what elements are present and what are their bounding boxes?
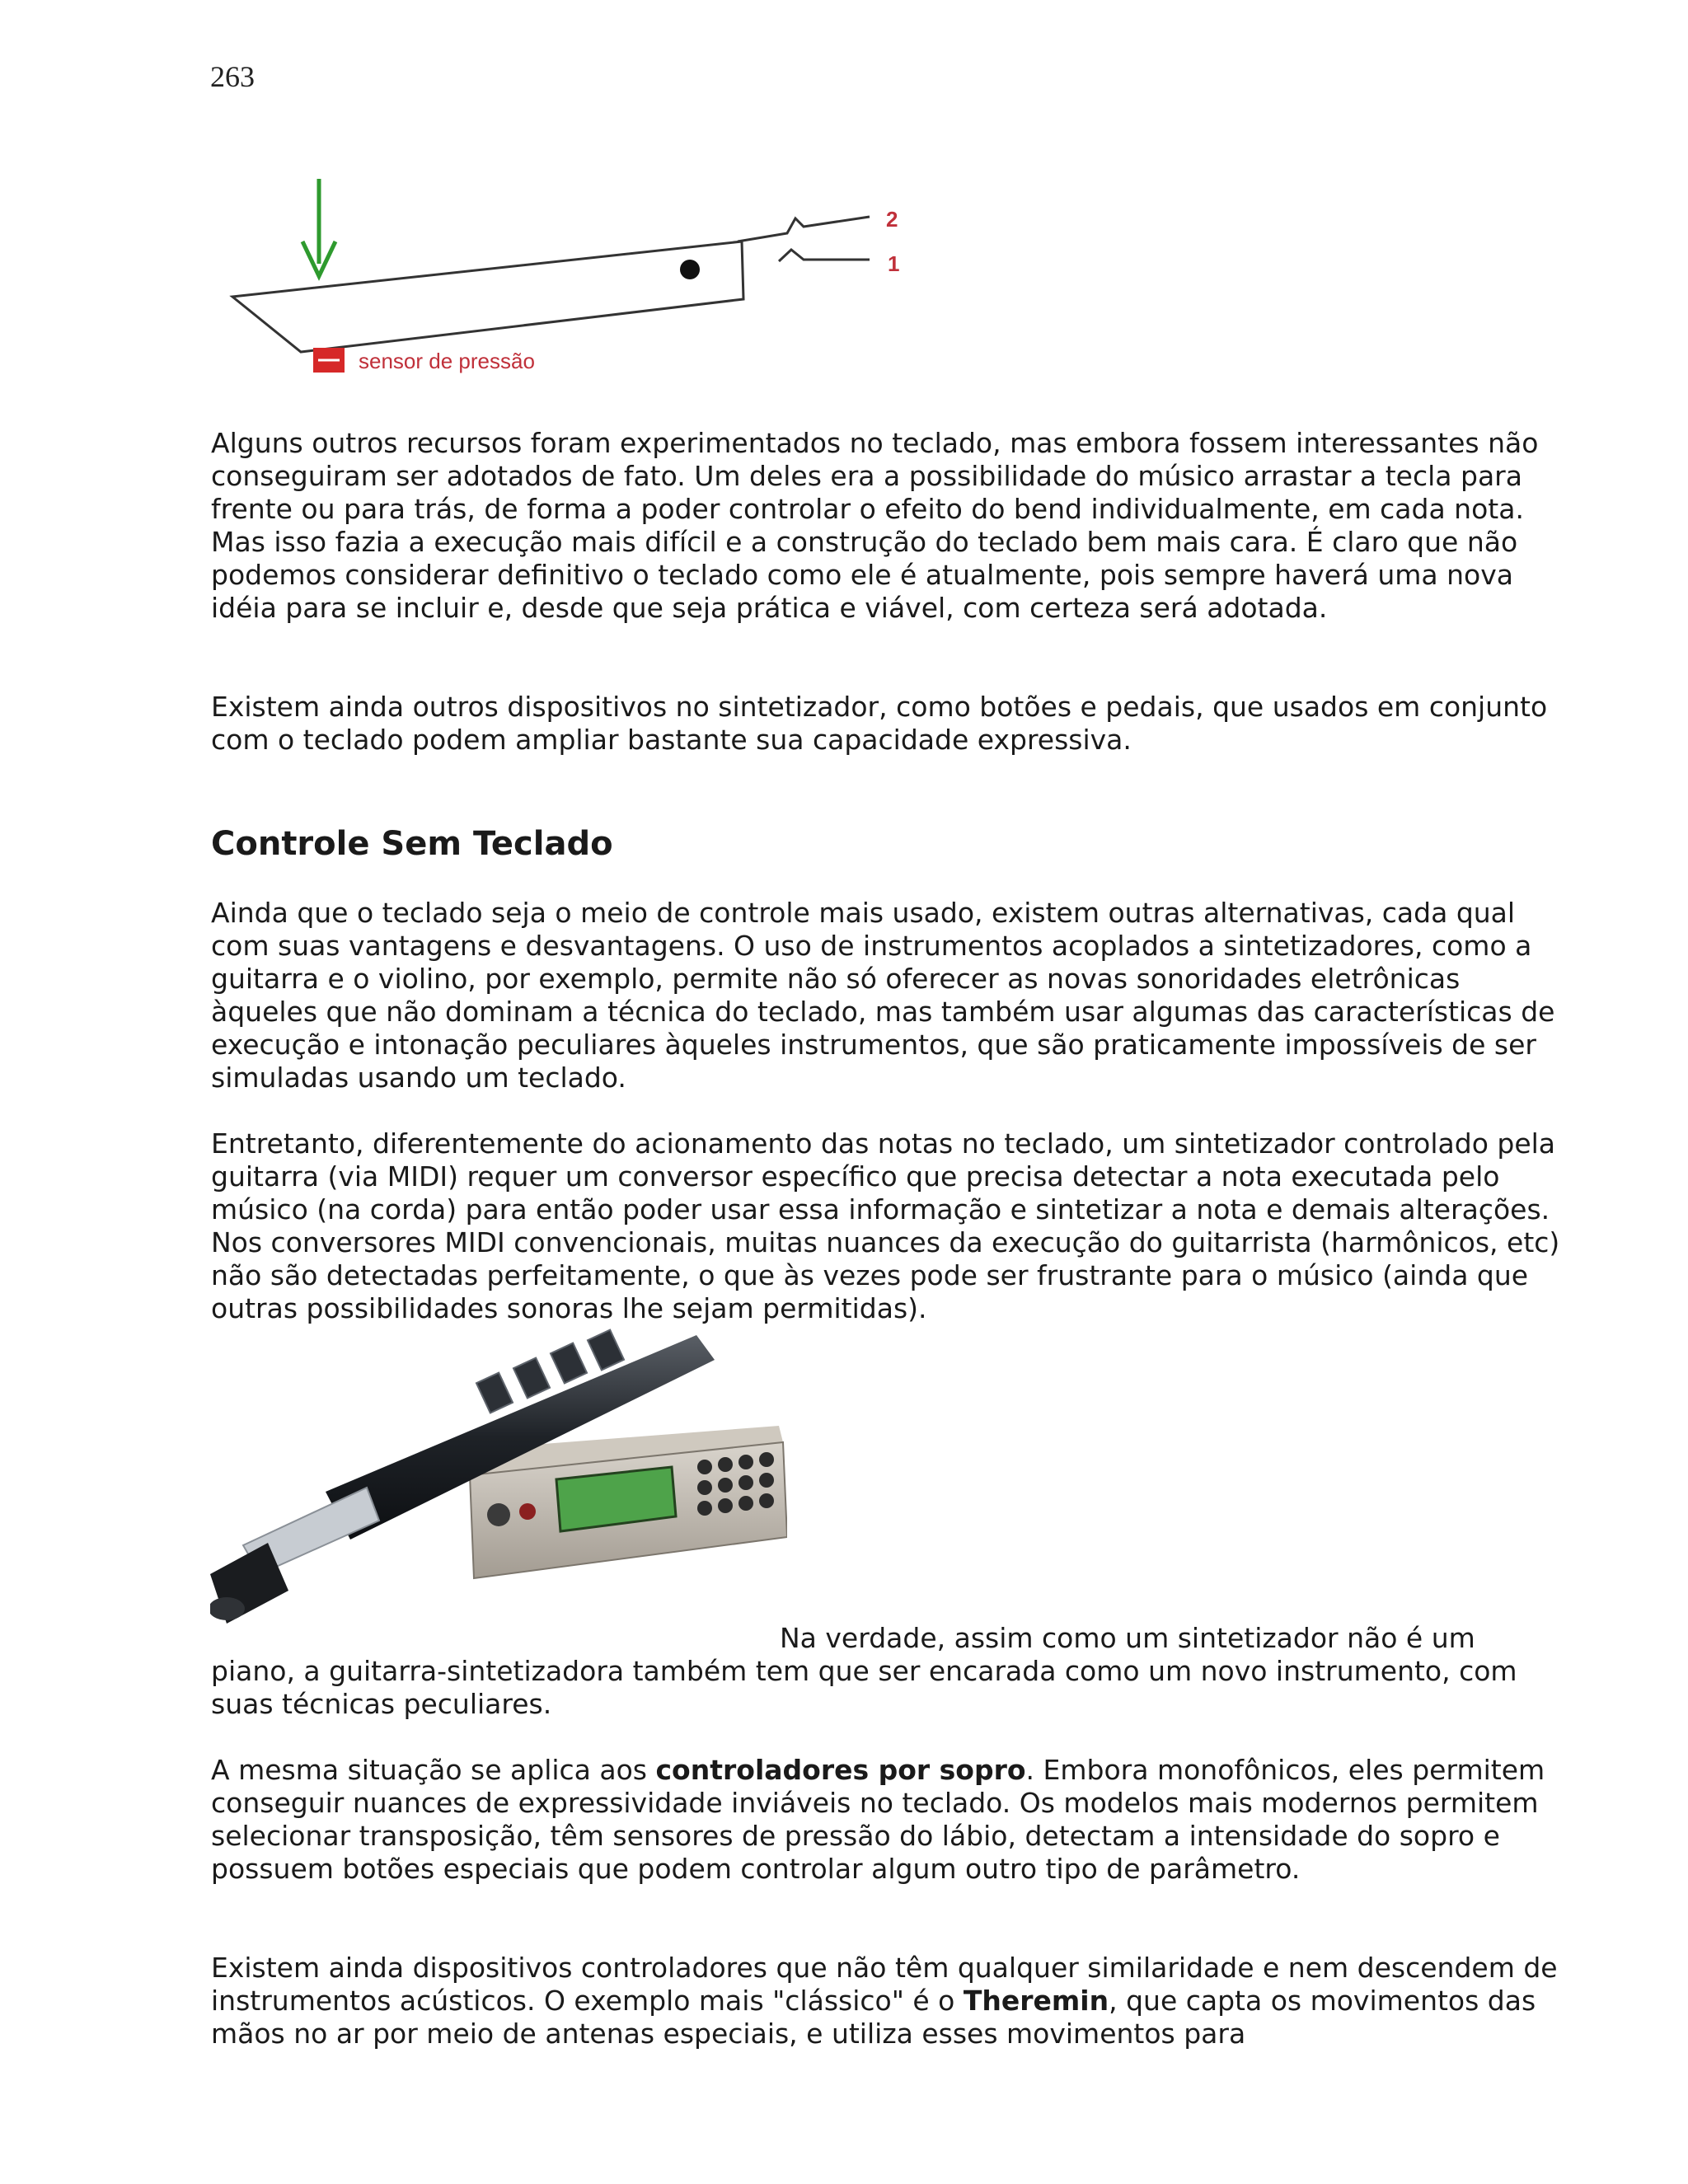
paragraph-6-text-b: . Embora monofônicos, eles permitem conseguir nuances de expressividade inviáveis no teclado. Os modelos mais modernos permitem selecionar transposição, têm sensores de pressão do lábio, detectam a intensidade do sopro e possuem botões especiais que podem controlar algum outro tipo de parâmetro. — [211, 1754, 1545, 1885]
paragraph-6-text-a: A mesma situação se aplica aos — [211, 1754, 656, 1786]
paragraph-6 — [211, 1754, 1563, 1886]
paragraph-7-text-b: , que capta os movimentos das mãos no ar por meio de antenas especiais, e utiliza esses movimentos para — [211, 1985, 1536, 2050]
paragraph-7 — [211, 1952, 1563, 2050]
wind-controller-photo — [210, 1327, 787, 1652]
paragraph-3: Ainda que o teclado seja o meio de controle mais usado, existem outras alternativas, cada qual com suas vantagens e desvantagens. O uso de instrumentos acoplados a sintetizadores, como a guitarra e o violino, por exemplo, permite não só oferecer as novas sonoridades eletrônicas àqueles que não dominam a técnica do teclado, mas também usar algumas das características de execução e intonação peculiares àqueles instrumentos, que são praticamente impossíveis de ser simuladas usando um teclado. — [211, 897, 1555, 1094]
paragraph-5-rest: piano, a guitarra-sintetizadora também tem que ser encarada como um novo instrumento, com suas técnicas peculiares. — [211, 1655, 1517, 1720]
synth-module-knob — [487, 1503, 510, 1526]
section-heading: Controle Sem Teclado — [211, 825, 613, 863]
paragraph-2: Existem ainda outros dispositivos no sintetizador, como botões e pedais, que usados em conjunto com o teclado podem ampliar bastante sua capacidade expressiva. — [211, 691, 1548, 756]
wind-controllers-term: controladores por sopro — [655, 1754, 1026, 1786]
theremin-term: Theremin — [963, 1985, 1109, 2017]
paragraph-7-text-a: Existem ainda dispositivos controladores que não têm qualquer similaridade e nem descendem de instrumentos acústicos. O exemplo mais "clássico" é o — [211, 1952, 1558, 2017]
paragraph-1: Alguns outros recursos foram experimentados no teclado, mas embora fossem interessantes não conseguiram ser adotados de fato. Um deles era a possibilidade do músico arrastar a tecla para frente ou para trás, de forma a poder controlar o efeito do bend individualmente, em cada nota. Mas isso fazia a execução mais difícil e a construção do teclado bem mais cara. É claro que não podemos considerar definitivo o teclado como ele é atualmente, pois sempre haverá uma nova idéia para se incluir e, desde que seja prática e viável, com certeza será adotada. — [211, 427, 1539, 624]
page-number: 263 — [210, 60, 255, 93]
contact-1-line — [779, 250, 870, 261]
paragraph-5-start: Na verdade, assim como um sintetizador não é um — [780, 1622, 1475, 1654]
contact-label-2: 2 — [886, 207, 898, 232]
key-pivot-dot — [680, 260, 700, 279]
pressure-sensor-label: sensor de pressão — [359, 349, 535, 373]
contact-2-line — [738, 217, 870, 241]
paragraph-4: Entretanto, diferentemente do acionamento das notas no teclado, um sintetizador controlado pela guitarra (via MIDI) requer um conversor específico que precisa detectar a nota executada pelo músico (na corda) para então poder usar essa informação e sintetizar a nota e demais alterações. Nos conversores MIDI convencionais, muitas nuances da execução do guitarrista (harmônicos, etc) não são detectadas perfeitamente, o que às vezes pode ser frustrante para o músico (ainda que outras possibilidades sonoras lhe sejam permitidas). — [211, 1127, 1560, 1324]
contact-label-1: 1 — [888, 251, 900, 276]
paragraph-5 — [211, 1622, 1563, 1721]
key-pressure-diagram — [210, 169, 919, 391]
